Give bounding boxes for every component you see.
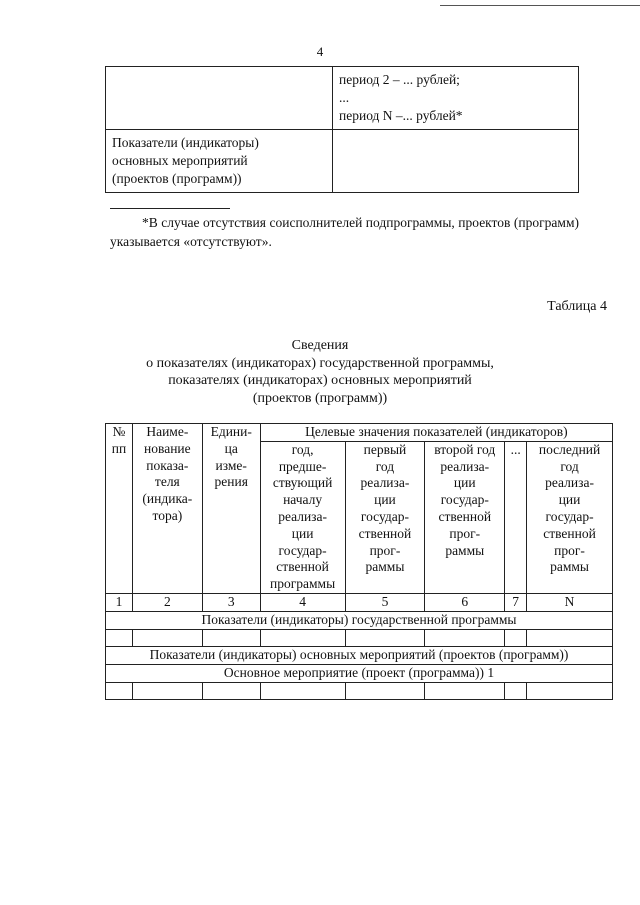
column-number: 5 [345, 593, 425, 611]
caption-line: (проектов (программ)) [252, 390, 388, 406]
column-number: 7 [505, 593, 527, 611]
table-cell [106, 682, 133, 699]
table-cell [505, 682, 527, 699]
indicator-label-line: Показатели (индикаторы) [112, 135, 259, 150]
period-2-line: период 2 – ... рублей; [339, 72, 460, 87]
column-number: 2 [132, 593, 202, 611]
scan-edge-line [440, 5, 640, 6]
column-number-row [106, 593, 613, 611]
section-state-indicators: Показатели (индикаторы) государственной программы [106, 611, 613, 629]
table-cell [202, 682, 260, 699]
table-cell [260, 682, 345, 699]
section-row [106, 646, 613, 664]
section-main-indicators: Показатели (индикаторы) основных мероприятий (проектов (программ)) [106, 646, 613, 664]
footnote: *В случае отсутствия соисполнителей подпрограммы, проектов (программ) указывается «отсутствуют». [110, 215, 579, 249]
table-label: Таблица 4 [547, 299, 607, 314]
header-first-year: первый год реализа- ции государ- ственной прог- раммы [345, 441, 425, 593]
top-table-cell [106, 130, 333, 193]
header-num: № пп [106, 424, 133, 594]
header-row [106, 424, 613, 442]
period-n-line: период N –... рублей* [339, 108, 463, 123]
header-target-values: Целевые значения показателей (индикаторов) [260, 424, 612, 442]
table-cell [425, 682, 505, 699]
column-number: 6 [425, 593, 505, 611]
section-row [106, 611, 613, 629]
footnote-rule [110, 208, 230, 209]
indicator-label-line: основных мероприятий [112, 153, 248, 168]
caption-line: показателях (индикаторах) основных мероприятий [168, 373, 472, 388]
header-second-year: второй год реализа- ции государ- ственной прог- раммы [425, 441, 505, 593]
top-table-cell [106, 67, 333, 130]
column-number: 3 [202, 593, 260, 611]
section-row [106, 664, 613, 682]
table-row [106, 682, 613, 699]
header-last-year: последний год реализа- ции государ- ственной прог- раммы [527, 441, 613, 593]
table-cell [132, 682, 202, 699]
header-prev-year: год, предше- ствующий началу реализа- ции государ- ственной программы [260, 441, 345, 593]
column-number: N [527, 593, 613, 611]
ellipsis-line: ... [339, 90, 350, 105]
caption-line: Сведения [291, 338, 349, 353]
top-table-cell [333, 130, 579, 193]
table-caption [0, 337, 640, 407]
top-table-row [106, 67, 579, 130]
page-number: 4 [316, 44, 324, 59]
table-cell [425, 629, 505, 646]
indicators-table [105, 423, 613, 700]
table-cell [345, 629, 425, 646]
top-table-row [106, 130, 579, 193]
column-number: 1 [106, 593, 133, 611]
table-cell [106, 629, 133, 646]
header-name: Наиме- нование показа- теля (индика- тора) [132, 424, 202, 594]
top-table-cell [333, 67, 579, 130]
table-cell [260, 629, 345, 646]
table-cell [202, 629, 260, 646]
table-cell [527, 629, 613, 646]
caption-line: о показателях (индикаторах) государственной программы, [146, 355, 494, 371]
table-cell [345, 682, 425, 699]
section-main-item: Основное мероприятие (проект (программа)) 1 [106, 664, 613, 682]
top-table [105, 66, 579, 193]
header-unit: Едини- ца изме- рения [202, 424, 260, 594]
table-cell [132, 629, 202, 646]
table-cell [527, 682, 613, 699]
indicator-label-line: (проектов (программ)) [112, 171, 242, 186]
table-row [106, 629, 613, 646]
column-number: 4 [260, 593, 345, 611]
header-ellipsis: ... [505, 441, 527, 593]
table-cell [505, 629, 527, 646]
